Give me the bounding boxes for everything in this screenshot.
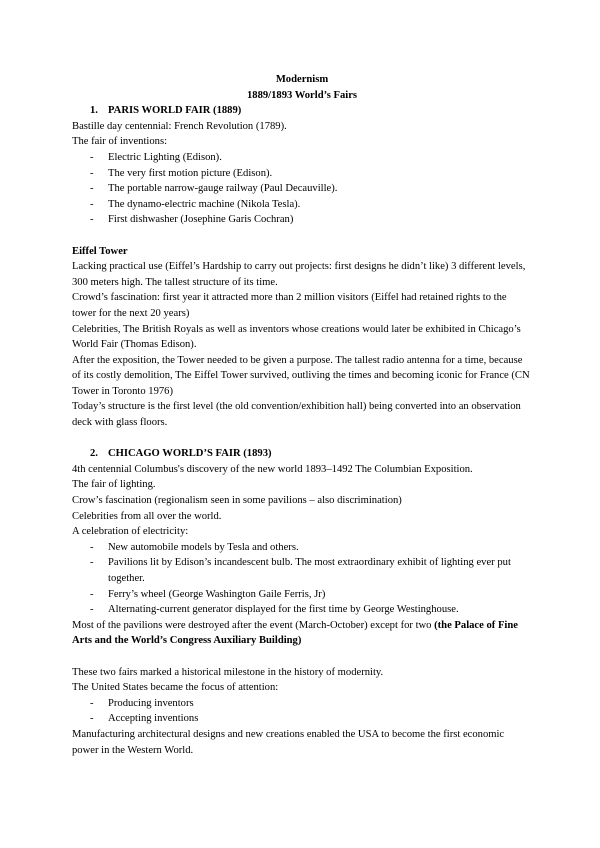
- paragraph: 4th centennial Columbus's discovery of the new world 1893–1492 The Columbian Exposition.: [72, 463, 473, 475]
- inventions-list: [72, 150, 532, 228]
- paragraph: Today’s structure is the first level (the old convention/exhibition hall) being converted into an observation deck with glass floors.: [72, 401, 521, 429]
- paragraph: A celebration of electricity:: [72, 526, 189, 538]
- paragraph: The fair of inventions:: [72, 136, 168, 148]
- list-item: - The portable narrow-gauge railway (Paul Decauville).: [72, 181, 532, 197]
- list-item: - The very first motion picture (Edison).: [72, 166, 532, 182]
- spacer: [72, 228, 532, 244]
- list-item: - New automobile models by Tesla and others.: [72, 540, 532, 556]
- list-item: - Pavilions lit by Edison’s incandescent bulb. The most extraordinary exhibit of lighting ever put together.: [72, 555, 532, 586]
- pavilions-paragraph: [72, 618, 532, 649]
- list-item: - The dynamo-electric machine (Nikola Tesla).: [72, 197, 532, 213]
- paragraph: Celebrities from all over the world.: [72, 510, 222, 522]
- list-item: - Producing inventors: [72, 696, 532, 712]
- conclusion-list: [72, 696, 532, 727]
- paragraph: Bastille day centennial: French Revolution (1789).: [72, 120, 287, 132]
- section-number: 2.: [90, 448, 98, 460]
- document-page: [72, 72, 532, 758]
- document-subtitle: 1889/1893 World’s Fairs: [246, 89, 358, 101]
- paragraph: Crowd’s fascination: first year it attracted more than 2 million visitors (Eiffel had retained rights to the tower for the next 20 years): [72, 292, 507, 319]
- list-item: - Ferry’s wheel (George Washington Gaile Ferris, Jr): [72, 587, 532, 603]
- paragraph: Crow’s fascination (regionalism seen in some pavilions – also discrimination): [72, 495, 402, 507]
- list-item: - Accepting inventions: [72, 711, 532, 727]
- section-heading-text: PARIS WORLD FAIR (1889): [108, 105, 242, 117]
- paragraph: After the exposition, the Tower needed to be given a purpose. The tallest radio antenna for a time, because of its costly demolition, The Eiffel Tower survived, outliving the times and becoming iconic for France (CN Tower in Toronto 1976): [72, 354, 530, 397]
- paragraph: These two fairs marked a historical milestone in the history of modernity.: [72, 666, 384, 678]
- section-heading-chicago: [90, 446, 532, 462]
- spacer: [72, 431, 532, 447]
- document-title: Modernism: [275, 74, 329, 85]
- list-item: - First dishwasher (Josephine Garis Cochran): [72, 212, 532, 228]
- paragraph: Manufacturing architectural designs and new creations enabled the USA to become the first economic power in the Western World.: [72, 728, 505, 756]
- eiffel-heading: Eiffel Tower: [72, 245, 128, 257]
- paragraph: Lacking practical use (Eiffel’s Hardship to carry out projects: first designs he didn’t like) 3 different levels, 300 meters high. The tallest structure of its time.: [72, 261, 526, 288]
- section-number: 1.: [90, 105, 98, 117]
- pavilions-text: Most of the pavilions were destroyed after the event (March-October) except for two: [72, 619, 435, 631]
- spacer: [72, 649, 532, 665]
- list-item: - Electric Lighting (Edison).: [72, 150, 532, 166]
- paragraph: The fair of lighting.: [72, 479, 156, 491]
- list-item: - Alternating-current generator displayed for the first time by George Westinghouse.: [72, 602, 532, 618]
- section-heading-text: CHICAGO WORLD’S FAIR (1893): [108, 448, 272, 460]
- electricity-list: [72, 540, 532, 618]
- section-heading-paris: [90, 103, 532, 119]
- paragraph: The United States became the focus of attention:: [72, 682, 279, 694]
- paragraph: Celebrities, The British Royals as well as inventors whose creations would later be exhibited in Chicago’s World Fair (Thomas Edison).: [72, 323, 521, 351]
- pavilions-bold-text: (the Palace of Fine Arts and the World’s Congress Auxiliary Building): [72, 619, 518, 647]
